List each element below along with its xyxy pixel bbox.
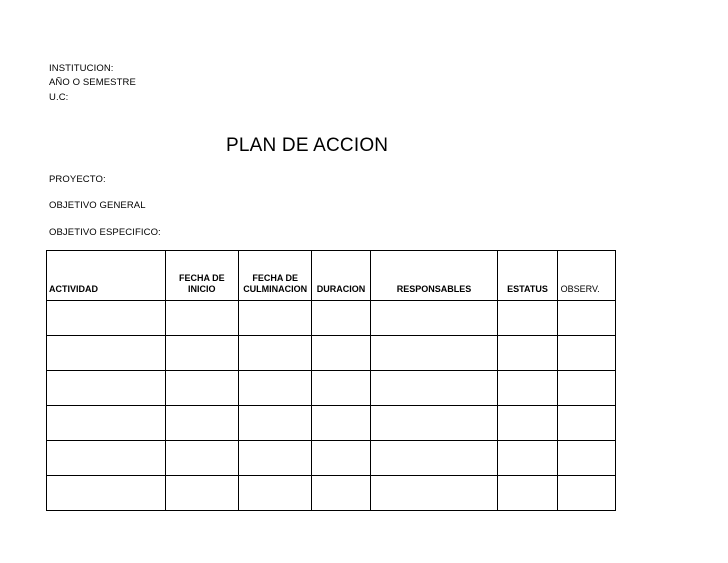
cell-observ[interactable]	[557, 406, 615, 441]
cell-actividad[interactable]	[47, 336, 166, 371]
action-plan-table	[46, 250, 616, 511]
cell-fecha-culminacion[interactable]	[239, 476, 312, 511]
cell-actividad[interactable]	[47, 476, 166, 511]
column-header-actividad: ACTIVIDAD	[47, 251, 166, 301]
cell-responsables[interactable]	[370, 441, 498, 476]
table-row	[47, 371, 616, 406]
table-row	[47, 336, 616, 371]
cell-fecha-inicio[interactable]	[165, 301, 238, 336]
anio-semestre-label: AÑO O SEMESTRE	[49, 77, 136, 88]
cell-fecha-inicio[interactable]	[165, 406, 238, 441]
table-body	[47, 301, 616, 511]
proyecto-label: PROYECTO:	[49, 174, 106, 185]
cell-duracion[interactable]	[312, 371, 370, 406]
table-row	[47, 476, 616, 511]
page-title: PLAN DE ACCION	[226, 135, 389, 156]
cell-observ[interactable]	[557, 301, 615, 336]
cell-estatus[interactable]	[498, 406, 557, 441]
cell-duracion[interactable]	[312, 441, 370, 476]
cell-estatus[interactable]	[498, 301, 557, 336]
institucion-label: INSTITUCION:	[49, 63, 114, 74]
cell-actividad[interactable]	[47, 301, 166, 336]
cell-observ[interactable]	[557, 476, 615, 511]
objetivo-general-label: OBJETIVO GENERAL	[49, 200, 146, 211]
column-header-responsables: RESPONSABLES	[370, 251, 498, 301]
column-header-observ: OBSERV.	[557, 251, 615, 301]
cell-responsables[interactable]	[370, 476, 498, 511]
cell-actividad[interactable]	[47, 406, 166, 441]
cell-responsables[interactable]	[370, 336, 498, 371]
cell-estatus[interactable]	[498, 476, 557, 511]
cell-estatus[interactable]	[498, 441, 557, 476]
table-row	[47, 441, 616, 476]
cell-duracion[interactable]	[312, 406, 370, 441]
cell-fecha-inicio[interactable]	[165, 476, 238, 511]
column-header-fecha-inicio: FECHA DE INICIO	[165, 251, 238, 301]
cell-fecha-inicio[interactable]	[165, 371, 238, 406]
cell-observ[interactable]	[557, 371, 615, 406]
cell-duracion[interactable]	[312, 336, 370, 371]
cell-fecha-culminacion[interactable]	[239, 371, 312, 406]
table-row	[47, 406, 616, 441]
cell-fecha-culminacion[interactable]	[239, 406, 312, 441]
cell-fecha-culminacion[interactable]	[239, 441, 312, 476]
cell-duracion[interactable]	[312, 301, 370, 336]
table-row	[47, 301, 616, 336]
cell-observ[interactable]	[557, 336, 615, 371]
objetivo-especifico-label: OBJETIVO ESPECIFICO:	[49, 227, 161, 238]
cell-duracion[interactable]	[312, 476, 370, 511]
cell-estatus[interactable]	[498, 371, 557, 406]
cell-fecha-inicio[interactable]	[165, 336, 238, 371]
table-header-row	[47, 251, 616, 301]
cell-actividad[interactable]	[47, 441, 166, 476]
cell-fecha-inicio[interactable]	[165, 441, 238, 476]
cell-responsables[interactable]	[370, 371, 498, 406]
cell-responsables[interactable]	[370, 301, 498, 336]
cell-responsables[interactable]	[370, 406, 498, 441]
cell-observ[interactable]	[557, 441, 615, 476]
column-header-estatus: ESTATUS	[498, 251, 557, 301]
cell-fecha-culminacion[interactable]	[239, 301, 312, 336]
column-header-duracion: DURACION	[312, 251, 370, 301]
cell-fecha-culminacion[interactable]	[239, 336, 312, 371]
cell-actividad[interactable]	[47, 371, 166, 406]
uc-label: U.C:	[49, 92, 69, 103]
cell-estatus[interactable]	[498, 336, 557, 371]
column-header-fecha-culminacion: FECHA DE CULMINACION	[239, 251, 312, 301]
